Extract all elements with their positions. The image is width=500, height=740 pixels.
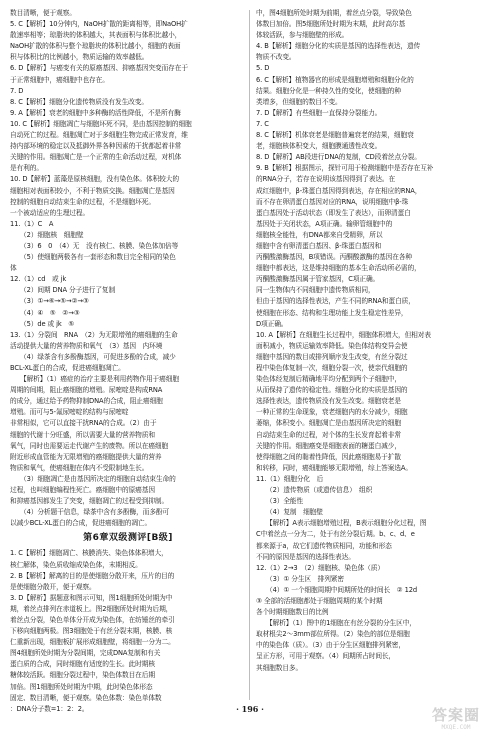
text-line: 【解析】（1）图中的1细胞在有丝分裂的分生区中，: [266, 619, 416, 628]
text-line: C中着丝点一分为二，处于有丝分裂后期。b、c、d、e: [256, 530, 415, 539]
text-line: （3）细胞凋亡是由基因所决定的细胞自动结束生命的: [20, 474, 176, 483]
text-line: （4）分析题干信息，绿茶中含有多酚酶，而多酚可: [20, 508, 170, 517]
text-line: 体数目加倍。图5细胞所处时期为末期，此时高尔基: [256, 20, 406, 29]
text-line: 丙酮酸激酶基因属于管家基因，C项正确。: [256, 275, 380, 284]
text-line: 控制的细胞自动结束生命的过程，不是细胞坏死。: [10, 197, 155, 206]
text-line: D项正确。: [256, 319, 288, 328]
text-line: 成红细胞中，β-珠蛋白基因得到表达，存在相应的RNA，: [256, 186, 422, 195]
text-line: 丙酮酸激酶基因，B项错误。丙酮酸激酶的基因在各种: [256, 253, 412, 262]
text-line: 7. D【解析】有些细胞一直保持分裂能力。: [256, 108, 382, 117]
text-line: 9. B【解析】根据图示，探针可用于检测细胞中是否存在互补: [256, 164, 434, 173]
text-line: 而不存在卵清蛋白基因对应的RNA，说明细胞中β-珠: [256, 197, 409, 206]
text-line: 类增多，但细胞的数目不变。: [256, 97, 342, 106]
text-line: 着丝点分裂，染色单体分开成为染色体，在纺锤丝的牵引: [10, 615, 175, 624]
text-line: 于正常细胞中，癌细胞中也存在。: [10, 75, 109, 84]
page-number: · 196 ·: [236, 704, 264, 714]
text-line: 以减少BCL-XL蛋白的合成，促进癌细胞的凋亡。: [10, 519, 152, 528]
text-line: 其细胞数目多。: [256, 663, 303, 672]
text-line: 细胞中含有卵清蛋白基因、β-珠蛋白基因和: [256, 241, 382, 250]
text-line: 自动结束生命的过程，对个体的生长发育起着非常: [256, 430, 401, 439]
text-line: 1. C【解析】细胞凋亡、核膜消失、染色体体积增大，: [10, 549, 168, 558]
text-line: 非常相似，它可以直接干扰RNA的合成。（2）由于: [10, 419, 157, 428]
text-line: 核仁解体，染色质收缩成染色体，末期相反。: [10, 560, 142, 569]
text-line: 中，图4细胞所处时期为前期，着丝点分裂，导致染色: [256, 9, 412, 17]
text-line: 13.（1）分裂间 RNA （2）为无限增殖的癌细胞的生命: [10, 330, 178, 339]
text-line: 自动死亡的过程。细胞凋亡对于多细胞生物完成正常发育，维: [10, 131, 188, 140]
text-line: 9. A【解析】衰老的细胞中多种酶的活性降低，不是所有酶: [10, 108, 181, 117]
text-line: 7. D: [10, 86, 24, 95]
text-line: 10. D【解析】蓝藻是原核细胞，没有染色体。体积较大的: [10, 175, 179, 184]
text-line: 不同的原因是基因的选择性表达。: [256, 552, 355, 561]
text-line: 和转移，同时，癌细胞能够无限增殖，综上答案选A。: [256, 463, 412, 472]
text-line: 细胞中基因的数目或排列顺序发生改变，有丝分裂过: [256, 352, 408, 361]
text-line: 仁重新出现，细胞板扩展形成细胞壁，将细胞一分为二。: [10, 638, 175, 647]
text-line: 物质和氧气，使癌细胞在体内不受限制地生长。: [10, 463, 149, 472]
text-line: 7. C: [256, 119, 269, 128]
text-line: 增殖。而可与5-氟尿嘧啶的结构与尿嘧啶: [10, 408, 129, 417]
text-line: 结果。细胞分化是一种持久性的变化，使细胞的种: [256, 86, 401, 95]
text-line: 持内部环境的稳定以及抵御外界各种因素的干扰都起着非常: [10, 142, 182, 151]
text-line: 10. A【解析】在细胞生长过程中，细胞体积增大，但相对表: [256, 330, 431, 339]
right-column: [256, 8, 492, 708]
text-line: 散速率相等；琼脂块的体积越大，其表面积与体积比越小，: [10, 31, 182, 40]
text-line: 体: [10, 264, 17, 273]
text-line: 是使细胞分散开，便于观察。: [10, 582, 96, 591]
text-line: 10. C【解析】细胞凋亡与细胞坏死不同，是由基因控制的细胞: [10, 119, 192, 128]
left-column: [10, 8, 246, 713]
text-line: 11.（1）C A: [10, 219, 54, 228]
text-line: 8. C【解析】细胞分化遗传物质没有发生改变。: [10, 97, 148, 106]
text-line: 5. D: [256, 64, 270, 73]
text-line: 基因处于关闭状态，A项正确。输卵管细胞中的: [256, 219, 393, 228]
text-line: 体较活跃，参与细胞壁的形成。: [256, 31, 349, 40]
text-line: （5）de 或 jk ⑤: [20, 319, 75, 328]
text-line: 6. D【解析】与癌变有关的原癌基因、抑癌基因突变而存在于: [10, 64, 188, 73]
text-line: 附近形成血管能为无限增殖的癌细胞提供大量的营养: [10, 452, 162, 461]
text-line: 4. B【解析】细胞分化的实质是基因的选择性表达，遗传: [256, 42, 421, 51]
text-line: 3. D【解析】据题意和图示可知，图1细胞所处时期为中: [10, 593, 173, 602]
text-line: ：DNA分子数=1：2：2。: [10, 704, 89, 713]
text-line: 蛋白质的合成，同时细胞有适度的生长。此时期核: [10, 660, 155, 669]
text-line: 下移向细胞两极。图3细胞处于有丝分裂末期，核膜、核: [10, 627, 173, 636]
text-line: 关键的作用。细胞凋亡是一个正常的生命活动过程，对机体: [10, 153, 182, 162]
text-line: 各个时期细胞数目的比例: [256, 608, 329, 617]
text-line: 6. C【解析】植物器官的形成是细胞增殖和细胞分化的: [256, 75, 414, 84]
text-line: 选择性表达，遗传物质没有发生改变。细胞衰老是: [256, 397, 401, 406]
text-line: 12.（1）cd 或 jk: [10, 275, 67, 284]
text-line: 细胞相对表面积较小，不利于物质交换。细胞凋亡是基因: [10, 186, 175, 195]
text-line: 老，细胞核体积变大，细胞膜通透性改变。: [256, 142, 382, 151]
text-line: （4）④ ⑤ ②→③: [20, 308, 80, 317]
text-line: （4）绿茶含有多酚酶基因，可促进多酚的合成，减少: [20, 352, 176, 361]
text-line: 一种正常的生命现象，衰老细胞内的水分减少，细胞: [256, 408, 408, 417]
text-line: NaOH扩散的体积与整个琼脂块的体积比越小，细胞的表面: [10, 42, 181, 51]
text-line: ③ 全部的活细胞都处于细胞周期的某个时期: [256, 596, 383, 605]
text-line: 11.（1）细胞分化 后: [256, 474, 324, 483]
text-line: 期，着丝点排列在赤道板上。图2细胞所处时期为后期，: [10, 604, 173, 613]
text-line: 面积减小，物质运输效率降低。染色体结构变异会使: [256, 341, 408, 350]
text-line: 的RNA分子，若存在说明该基因得到了表达。在: [256, 175, 396, 184]
text-line: 的成分，通过给予药物抑制DNA的合成，阻止癌细胞: [10, 397, 163, 406]
text-line: 5. C【解析】10分钟内，NaOH扩散的距离相等，即NaOH扩: [10, 20, 188, 29]
text-line: （4）① 一个细胞周期中间期所处的时间长 ② 12d: [266, 585, 418, 594]
text-line: 一个被动适应的生理过程。: [10, 208, 90, 217]
text-line: 8. D【解析】AB段进行DNA的复制，CD段着丝点分裂。: [256, 153, 421, 162]
text-line: 糖体较活跃。细胞分裂过程中，染色体数目在后期: [10, 671, 155, 680]
text-line: 是有利的。: [10, 164, 43, 173]
text-line: 积与体积比的比例越小，物质运输的效率越低。: [10, 53, 149, 62]
text-line: （4）复制 细胞壁: [266, 508, 323, 517]
text-line: 数目清晰，便于观察。: [10, 9, 76, 17]
watermark-text: 答案圈: [431, 706, 480, 724]
column-divider: [249, 10, 250, 700]
text-line: 第6章双级测评[B级]: [83, 533, 173, 544]
text-line: 8. C【解析】机体衰老是细胞普遍衰老的结果，细胞衰: [256, 131, 414, 140]
text-line: 和抑癌基因都发生了突变，细胞凋亡的过程受到抑制。: [10, 497, 169, 506]
text-line: 12.（1）2→3 （2）细胞核、染色体（质）: [256, 563, 384, 572]
text-line: 加倍。图1细胞所处时期为中期，此时染色体形态: [10, 682, 153, 691]
text-line: 【解析】（1）癌症的治疗主要是利用药物作用于癌细胞: [20, 375, 179, 384]
text-line: 萎缩，体积变小。细胞凋亡是由基因所决定的细胞: [256, 419, 401, 428]
text-line: 过程，也叫细胞编程性死亡。癌细胞中的原癌基因: [10, 486, 155, 495]
text-line: 活动提供大量的营养物质和氧气 （3）基因 内环境: [10, 341, 163, 350]
text-line: （3）6 0 （4）无 没有核仁、核膜、染色体加倍等: [20, 241, 179, 250]
text-line: 取材根尖2～3mm部位所得。（2）染色的部位是细胞: [256, 630, 410, 639]
text-line: 氧气，同时也需要运走代谢产生的废物。所以在癌细胞: [10, 441, 169, 450]
text-line: BCL-XL蛋白的合成，促进癌细胞凋亡。: [10, 364, 125, 372]
text-line: （2）遗传物质（或遗传信息） 组织: [266, 486, 373, 495]
text-line: （2）细胞核 细胞壁: [20, 230, 84, 239]
text-line: （3）全能性: [266, 497, 304, 506]
text-line: 细胞中都表达，这是维持细胞的基本生命活动所必需的，: [256, 264, 421, 273]
text-line: 但由于基因的选择性表达，产生不同的RNA和蛋白质，: [256, 297, 415, 306]
text-line: 染色体经复制后精确地平均分配到两个子细胞中，: [256, 375, 401, 384]
text-line: 【解析】A表示细胞增殖过程，B表示细胞分化过程，图: [266, 519, 427, 528]
text-line: 细胞核全能性，有DNA都来自受精卵，所以: [256, 230, 383, 239]
text-line: 中的染色体（质）。（3）由于分生区细胞排列紧密，: [256, 641, 405, 650]
text-line: 使细胞在形态、结构和生理功能上发生稳定性差异，: [256, 308, 408, 317]
text-line: 细胞的代谢十分旺盛，所以需要大量的营养物质和: [10, 430, 155, 439]
text-line: 关键的作用。细胞癌变是细胞表面的糖蛋白减少，: [256, 441, 401, 450]
text-line: 程中染色体复制一次，细胞分裂一次，使亲代细胞的: [256, 364, 408, 372]
text-line: （5）使细胞两极各有一套形态和数目完全相同的染色: [20, 253, 176, 262]
text-line: 2. B【解析】解离的目的是使细胞分散开来，压片的目的: [10, 571, 175, 580]
text-line: （3）① 分生区 排列紧密: [266, 574, 344, 583]
text-line: 物质不改变。: [256, 53, 296, 62]
text-line: 使得细胞之间的黏着性降低，因此癌细胞易于扩散: [256, 452, 401, 461]
text-line: （2）间期 DNA 分子进行了复制: [20, 286, 116, 295]
text-line: 同一生物体内不同细胞中遗传物质相同，: [256, 286, 375, 295]
watermark-logo: [418, 702, 494, 736]
watermark-subtext: MXQE.COM: [441, 724, 471, 731]
text-line: 蛋白基因处于活动状态（即发生了表达），而卵清蛋白: [256, 208, 411, 217]
text-line: 呈正方形，可用于观察。（4）间期所占时间长，: [256, 652, 396, 661]
text-line: 图4细胞所处时期为分裂间期，完成DNA复制和有关: [10, 649, 161, 658]
text-line: 都来源于a，故它们遗传物质相同，功能和形态: [256, 541, 392, 550]
text-line: 周期的间期，阻止癌细胞的增殖。尿嘧啶是构成RNA: [10, 386, 163, 395]
text-line: 固定、数目清晰，便于观察。染色体数：染色单体数: [10, 693, 162, 702]
text-line: 从而保持了遗传的稳定性。细胞分化的实质是基因的: [256, 386, 408, 395]
text-line: （3）①→⑥→⑤→②→③: [20, 297, 89, 306]
